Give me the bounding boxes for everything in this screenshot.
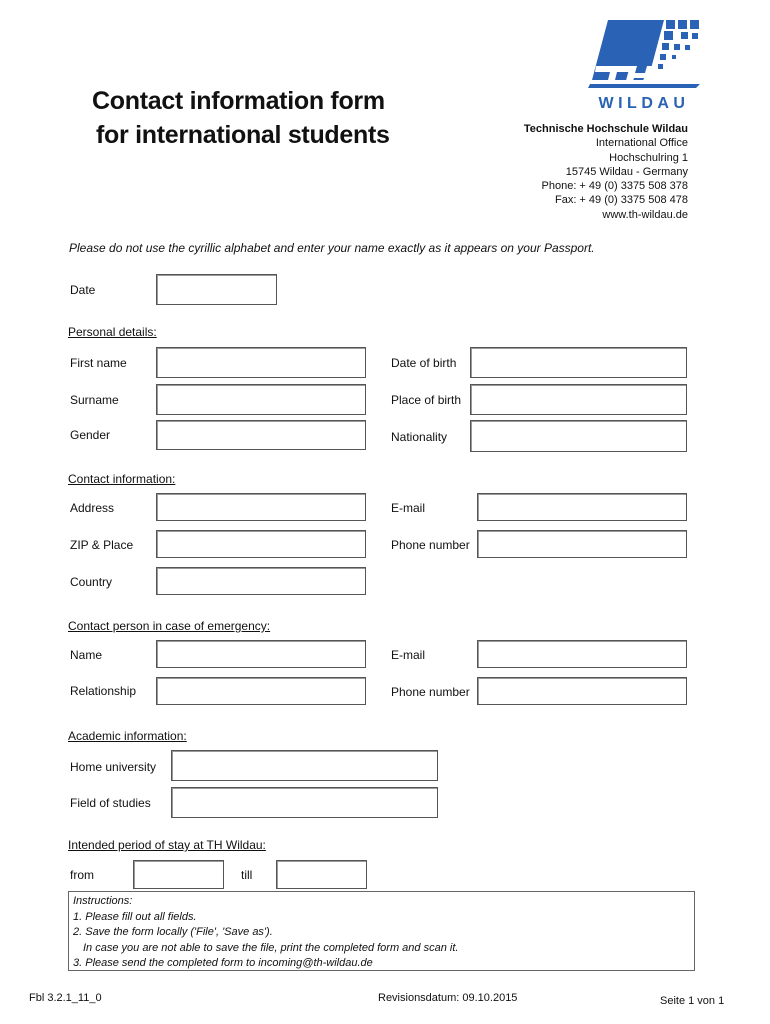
street: Hochschulring 1 xyxy=(609,151,688,164)
date-field[interactable] xyxy=(156,274,277,305)
contact-email-field[interactable] xyxy=(477,493,687,521)
page-number: Seite 1 von 1 xyxy=(660,995,725,1007)
place-of-birth-label: Place of birth xyxy=(391,393,462,407)
emergency-name-label: Name xyxy=(70,648,103,662)
title-line-2: for international students xyxy=(96,121,390,149)
logo-subtext: WILDAU xyxy=(598,95,690,112)
from-date-field[interactable] xyxy=(133,860,224,889)
field-of-studies-field[interactable] xyxy=(171,787,438,818)
page-title xyxy=(92,84,390,152)
instruction-2: 2. Save the form locally ('File', 'Save as'). xyxy=(73,926,273,938)
emergency-phone-label: Phone number xyxy=(391,685,470,699)
emergency-contact-heading: Contact person in case of emergency: xyxy=(68,619,271,633)
contact-information-heading: Contact information: xyxy=(68,472,176,486)
address-block xyxy=(524,122,688,222)
field-of-studies-label: Field of studies xyxy=(70,796,151,810)
zip-place-label: ZIP & Place xyxy=(70,538,134,552)
emergency-phone-field[interactable] xyxy=(477,677,687,705)
address-field[interactable] xyxy=(156,493,366,521)
passport-notice: Please do not use the cyrillic alphabet and enter your name exactly as it appears on your Passport. xyxy=(69,241,595,255)
title-line-1: Contact information form xyxy=(92,87,385,115)
instruction-1: 1. Please fill out all fields. xyxy=(73,910,197,923)
instruction-2-note: In case you are not able to save the file, print the completed form and scan it. xyxy=(83,941,459,954)
first-name-label: First name xyxy=(70,356,127,370)
revision-date: Revisionsdatum: 09.10.2015 xyxy=(378,992,518,1004)
emergency-email-field[interactable] xyxy=(477,640,687,668)
country-label: Country xyxy=(70,575,113,589)
nationality-label: Nationality xyxy=(391,430,448,444)
contact-email-label: E-mail xyxy=(391,501,426,515)
date-of-birth-field[interactable] xyxy=(470,347,687,378)
surname-field[interactable] xyxy=(156,384,366,415)
th-wildau-logo xyxy=(586,18,704,118)
instructions-box xyxy=(68,891,695,971)
home-university-field[interactable] xyxy=(171,750,438,781)
fax: Fax: + 49 (0) 3375 508 478 xyxy=(554,194,688,207)
phone: Phone: + 49 (0) 3375 508 378 xyxy=(541,180,688,193)
stay-period-heading: Intended period of stay at TH Wildau: xyxy=(68,838,266,852)
surname-label: Surname xyxy=(70,393,119,407)
gender-field[interactable] xyxy=(156,420,366,450)
till-date-field[interactable] xyxy=(276,860,367,889)
city: 15745 Wildau - Germany xyxy=(565,165,688,178)
place-of-birth-field[interactable] xyxy=(470,384,687,415)
first-name-field[interactable] xyxy=(156,347,366,378)
date-label: Date xyxy=(70,283,96,297)
form-code: Fbl 3.2.1_11_0 xyxy=(29,992,102,1004)
address-label: Address xyxy=(70,501,115,515)
date-of-birth-label: Date of birth xyxy=(391,356,457,370)
zip-place-field[interactable] xyxy=(156,530,366,558)
instructions-title: Instructions: xyxy=(73,895,133,907)
country-field[interactable] xyxy=(156,567,366,595)
emergency-email-label: E-mail xyxy=(391,648,426,662)
emergency-name-field[interactable] xyxy=(156,640,366,668)
contact-phone-field[interactable] xyxy=(477,530,687,558)
home-university-label: Home university xyxy=(70,760,157,774)
relationship-field[interactable] xyxy=(156,677,366,705)
instruction-3: 3. Please send the completed form to incoming@th-wildau.de xyxy=(73,957,373,969)
personal-details-heading: Personal details: xyxy=(68,325,157,339)
institution-name: Technische Hochschule Wildau xyxy=(523,123,688,135)
contact-phone-label: Phone number xyxy=(391,538,470,552)
till-label: till xyxy=(241,868,253,882)
office-name: International Office xyxy=(595,137,688,150)
academic-information-heading: Academic information: xyxy=(68,729,187,743)
website: www.th-wildau.de xyxy=(602,208,688,221)
gender-label: Gender xyxy=(70,428,111,442)
nationality-field[interactable] xyxy=(470,420,687,452)
relationship-label: Relationship xyxy=(70,684,137,698)
from-label: from xyxy=(70,868,94,882)
